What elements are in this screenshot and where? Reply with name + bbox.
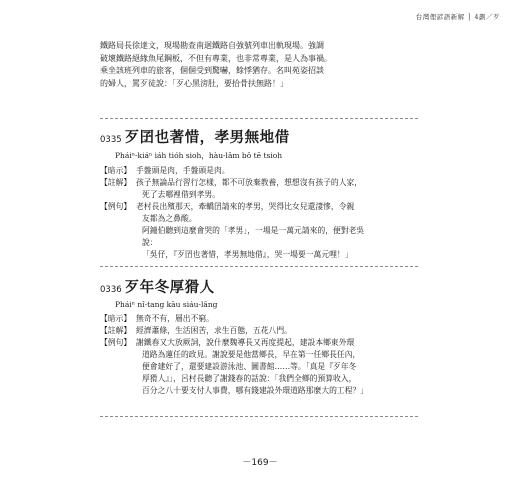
row-text: 厚猾人』」，呂村長聽了謝錢春的話說：「我們全鄉的預算收入， [142, 374, 357, 383]
section-label: 4劃／歹 [474, 13, 500, 21]
row-text: 友都為之鼻酸。 [142, 214, 197, 223]
romanization: Pháiⁿ-kiáⁿ iáh tióh sioh，hàu-lâm bô tē tsioh [115, 151, 283, 160]
row-label: 【暗示】 [100, 314, 132, 323]
hint-row [100, 313, 418, 325]
entry-number: 0336 [100, 285, 122, 295]
note-row [100, 325, 418, 337]
row-text: 百分之八十要支付人事費，哪有錢建設外環道路那麼大的工程？」 [142, 386, 369, 395]
entry-title [100, 126, 418, 147]
row-text: 「吳仔，『歹囝也著惜，孝男無地借』，哭一場要一萬元哩！」 [142, 250, 353, 259]
intro-line: 破壞鐵路絕緣魚尾鋼板，不但有專業，也非常專業，是人為事禍。 [100, 53, 332, 63]
divider [100, 416, 418, 417]
row-text: 孩子無論品行習行怎樣，都不可放棄教養，想想沒有孩子的人家， [136, 178, 363, 187]
row-text: 阿鐘伯聽到這麼會哭的「孝男」，一場是一萬元請來的，便對老吳 [142, 226, 365, 235]
entry-number: 0335 [100, 135, 122, 145]
row-label: 【註解】 [100, 178, 132, 187]
page-number: －169－ [242, 458, 278, 468]
row-text: 死了去哪裡借到孝男。 [142, 190, 220, 199]
row-text: 老村長出殯那天，牽轎囝請來的孝男，哭得比女兒還淒慘，令親 [136, 202, 355, 211]
entry-headword: 歹年冬厚猾人 [124, 279, 215, 296]
row-text: 謝鐵春又大放厥詞，說什麼魏導長又再度提起，建設本鄉東外環 [136, 338, 355, 347]
row-text: 便會建好了，還要建設游泳池、圖書館……等。「真是『歹年冬 [142, 362, 357, 371]
row-text: 經濟蕭條，生活困苦，求生百態，五花八門。 [136, 326, 292, 335]
divider [100, 266, 418, 267]
example-row [100, 201, 418, 261]
row-label: 【例句】 [100, 202, 132, 211]
intro-line: 鐵路局長徐達文，現場勘查南迴鐵路自強號列車出軌現場。強調 [100, 41, 324, 50]
row-text: 手盤頭是肉，手盤頭是肉。 [136, 166, 230, 175]
entry-0335 [100, 126, 418, 261]
divider [100, 118, 418, 119]
row-text: 道路為蓮任的政見。謝說要是他當鄉長，早在第一任鄉長任內， [142, 350, 361, 359]
example-row [100, 337, 418, 397]
intro-line: 乘坐該班列車的旅客，個個受到驚嚇，餘悸猶存。名叫苑姿招談 [100, 66, 324, 75]
intro-line: 的婦人，罵歹徒說：「歹心黑滂肚，要拾骨扶無路！」 [100, 78, 288, 88]
hint-row [100, 165, 418, 177]
romanization: Pháiⁿ nî-tang kāu siáu-lâng [115, 300, 218, 309]
running-header: 台灣俚諺語新解 │ 4劃／歹 [415, 13, 500, 21]
row-label: 【暗示】 [100, 166, 132, 175]
row-text: 說： [142, 238, 158, 247]
intro-paragraph [100, 40, 418, 90]
note-row [100, 177, 418, 201]
entry-0336 [100, 276, 418, 397]
entry-title [100, 276, 418, 297]
entry-headword: 歹囝也著惜，孝男無地借 [124, 129, 290, 146]
row-label: 【註解】 [100, 326, 132, 335]
row-label: 【例句】 [100, 338, 132, 347]
book-title: 台灣俚諺語新解 [415, 13, 465, 21]
row-text: 無奇不有，層出不窮。 [136, 314, 214, 323]
